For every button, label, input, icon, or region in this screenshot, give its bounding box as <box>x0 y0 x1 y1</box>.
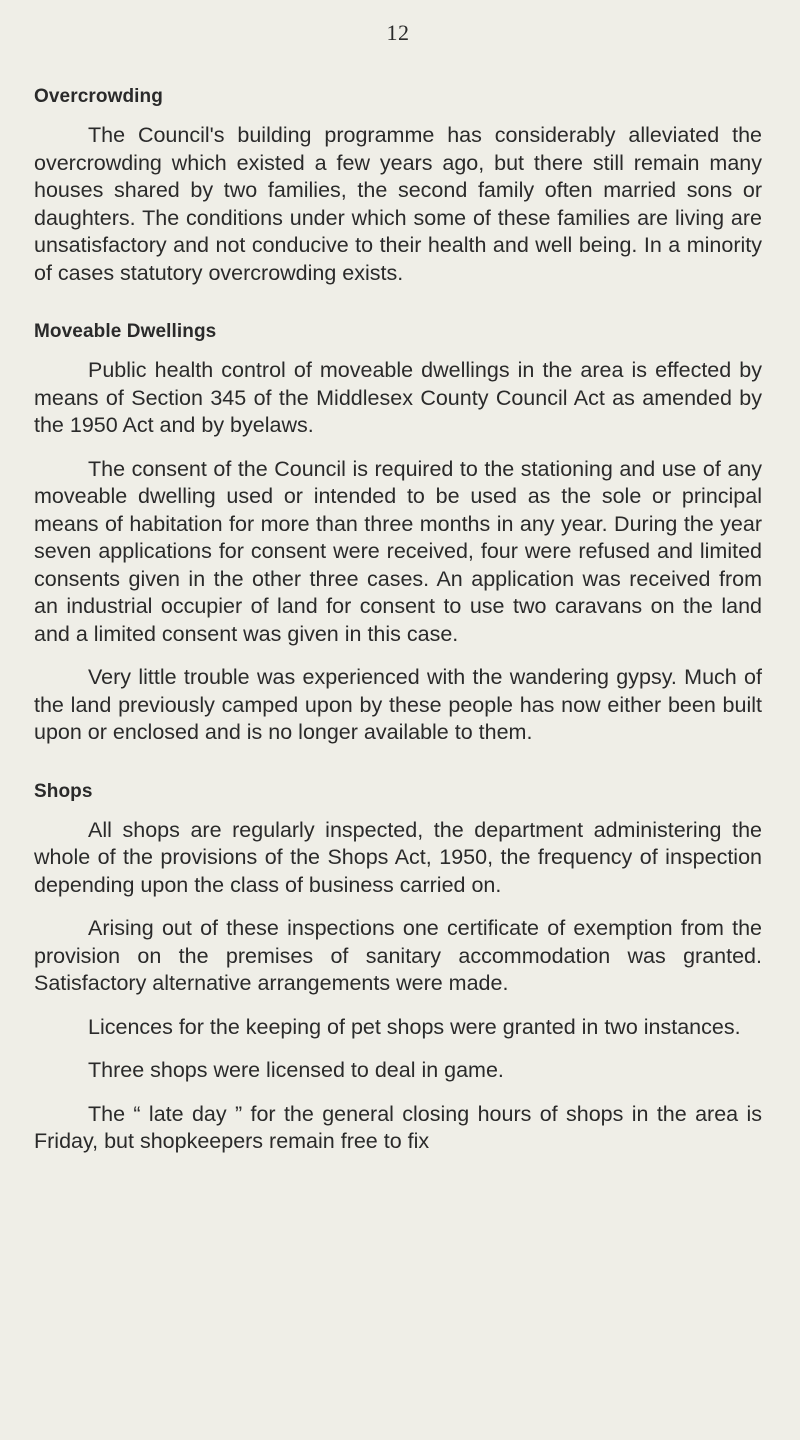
page-number: 12 <box>386 20 410 45</box>
paragraph: All shops are regularly inspected, the department administering the whole of the provisions of the Shops Act, 1950, the frequency of inspection depending upon the class of business carried on. <box>34 817 762 897</box>
paragraph: Licences for the keeping of pet shops were granted in two instances. <box>88 1014 741 1039</box>
paragraph: Three shops were licensed to deal in game. <box>88 1058 504 1082</box>
section-overcrowding <box>34 86 762 287</box>
paragraph: Public health control of moveable dwellings in the area is effected by means of Section 345 of the Middlesex County Council Act as amended by the 1950 Act and by byelaws. <box>34 358 762 437</box>
paragraph: Arising out of these inspections one certificate of exemption from the provision on the premises of sanitary accommodation was granted. Satisfactory alternative arrangements were made. <box>34 916 762 995</box>
paragraph: The consent of the Council is required to the stationing and use of any moveable dwelling used or intended to be used as the sole or principal means of habitation for more than three months in any year. During the year seven applications for consent were received, four were refused and limited consents given in the other three cases. An application was received from an industrial occupier of land for consent to use two caravans on the land and a limited consent was given in this case. <box>34 456 762 646</box>
section-moveable-dwellings <box>34 321 762 747</box>
paragraph: Very little trouble was experienced with the wandering gypsy. Much of the land previously camped upon by these people has now either been built upon or enclosed and is no longer available to them. <box>34 665 762 744</box>
section-heading: Overcrowding <box>34 86 163 107</box>
paragraph: The “ late day ” for the general closing hours of shops in the area is Friday, but shopkeepers remain free to fix <box>34 1101 762 1153</box>
paragraph: The Council's building programme has considerably alleviated the overcrowding which existed a few years ago, but there still remain many houses shared by two families, the second family often married sons or daughters. The conditions under which some of these families are living are unsatisfactory and not conducive to their health and well being. In a minority of cases statutory overcrowding exists. <box>34 123 762 285</box>
section-shops <box>34 781 762 1156</box>
section-heading: Shops <box>34 780 93 802</box>
section-heading: Moveable Dwellings <box>34 321 217 342</box>
